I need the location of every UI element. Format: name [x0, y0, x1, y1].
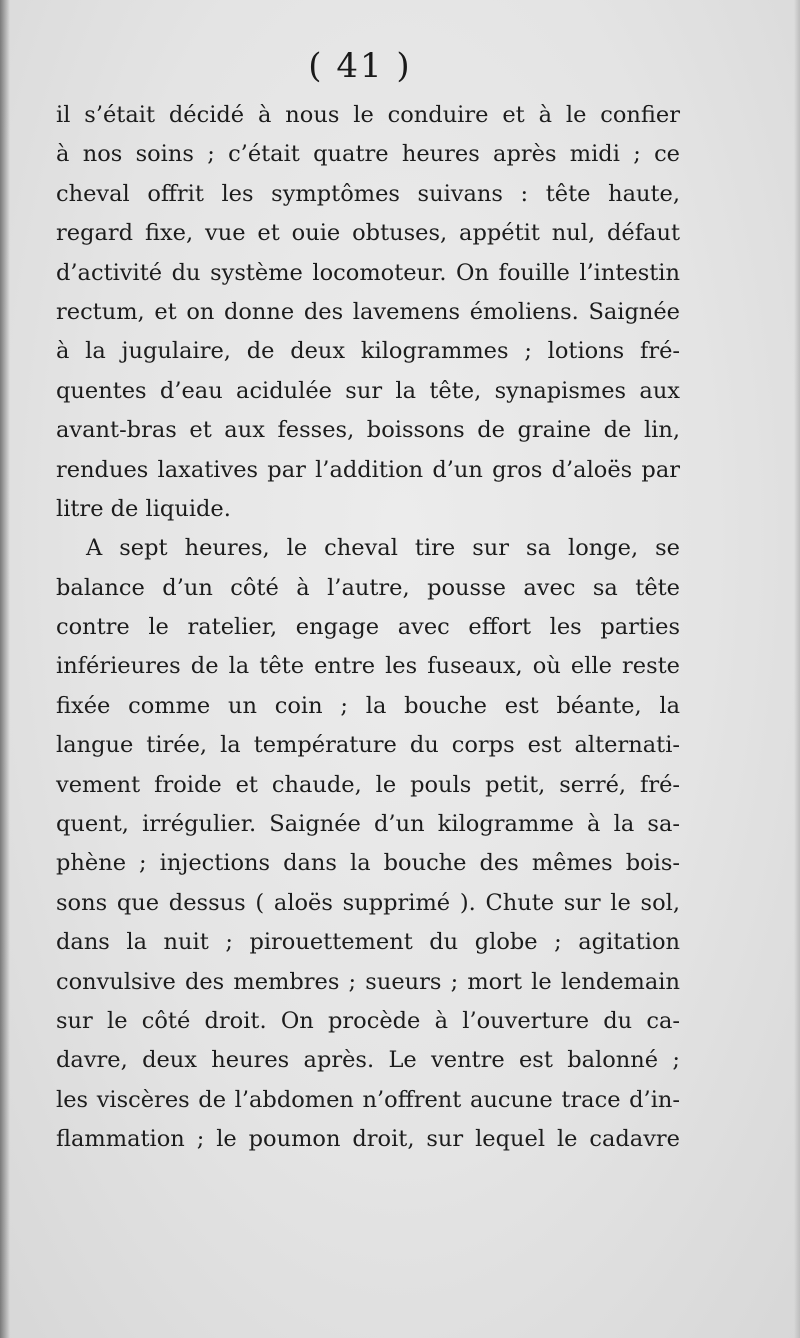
text-line: davre, deux heures après. Le ventre est balonné ; [56, 1047, 680, 1074]
text-line: phène ; injections dans la bouche des mêmes bois- [56, 850, 680, 877]
text-line: fixée comme un coin ; la bouche est béante, la [56, 692, 680, 719]
text-line: langue tirée, la température du corps est alternati- [56, 732, 680, 759]
text-line: rectum, et on donne des lavemens émoliens. Saignée [56, 298, 680, 325]
page-number: ( 41 ) [308, 46, 412, 86]
text-line: balance d’un côté à l’autre, pousse avec sa tête [56, 574, 680, 601]
text-line: il s’était décidé à nous le conduire et à le confier [56, 102, 680, 128]
text-line: vement froide et chaude, le pouls petit, serré, fré- [56, 771, 680, 798]
text-line: les viscères de l’abdomen n’offrent aucune trace d’in- [56, 1086, 680, 1113]
text-line: avant-bras et aux fesses, boissons de graine de lin, [56, 417, 680, 444]
text-line: regard fixe, vue et ouie obtuses, appétit nul, défaut [56, 220, 680, 247]
text-line: sons que dessus ( aloës supprimé ). Chute sur le sol, [56, 889, 680, 916]
text-line: quentes d’eau acidulée sur la tête, synapismes aux [56, 377, 680, 404]
text-line: à nos soins ; c’était quatre heures après midi ; ce [56, 141, 680, 168]
text-line: contre le ratelier, engage avec effort les parties [56, 614, 680, 641]
body-text [56, 96, 680, 1160]
text-line: sur le côté droit. On procède à l’ouverture du ca- [56, 1007, 680, 1034]
text-line-paragraph-end: litre de liquide. [56, 495, 231, 522]
text-line: dans la nuit ; pirouettement du globe ; agitation [56, 929, 680, 956]
text-line: convulsive des membres ; sueurs ; mort le lendemain [56, 968, 680, 995]
text-line: flammation ; le poumon droit, sur lequel le cadavre [56, 1126, 680, 1153]
text-line: rendues laxatives par l’addition d’un gros d’aloës par [56, 456, 680, 483]
text-line: inférieures de la tête entre les fuseaux, où elle reste [56, 653, 680, 680]
text-line: quent, irrégulier. Saignée d’un kilogramme à la sa- [56, 811, 680, 838]
text-line-paragraph-start: A sept heures, le cheval tire sur sa longe, se [86, 535, 680, 562]
text-line: cheval offrit les symptômes suivans : tête haute, [56, 180, 680, 207]
text-line: d’activité du système locomoteur. On fouille l’intestin [56, 259, 680, 286]
text-line: à la jugulaire, de deux kilogrammes ; lotions fré- [56, 338, 680, 365]
